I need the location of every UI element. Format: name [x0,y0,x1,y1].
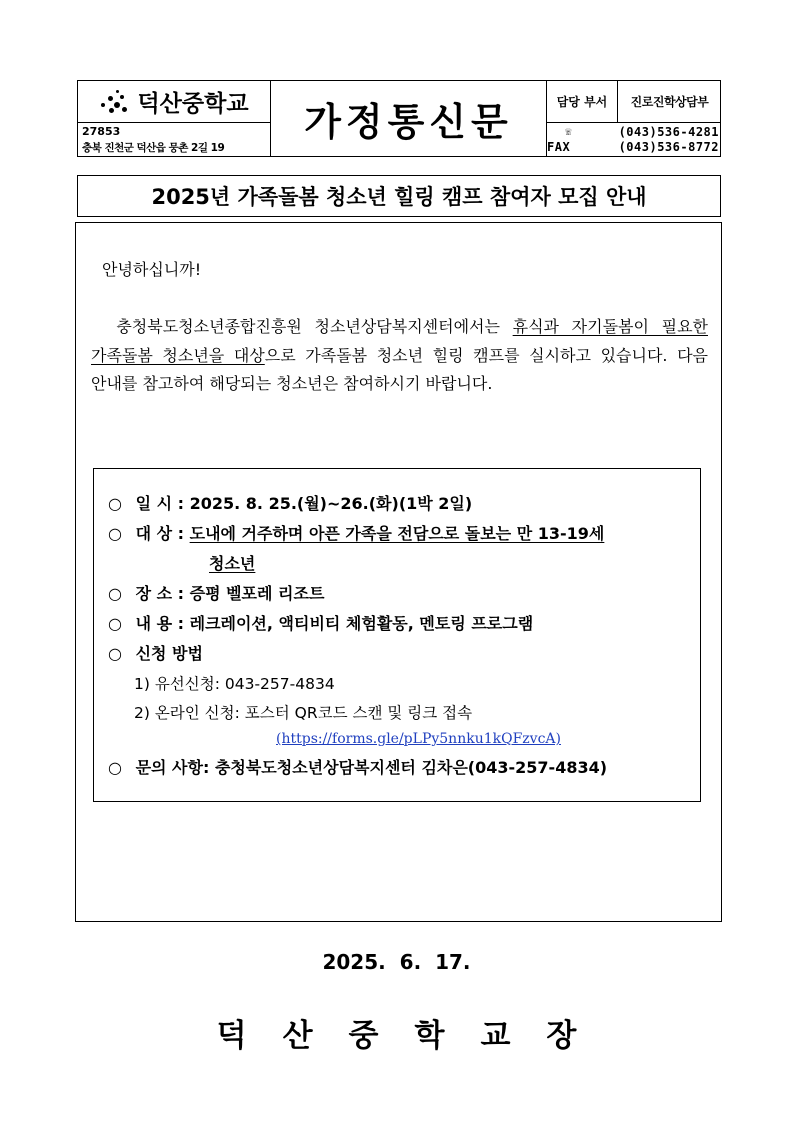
letter-header [77,80,721,157]
target-value-cont: 청소년 [209,554,256,573]
content-value: 레크레이션, 액티비티 체험활동, 멘토링 프로그램 [189,614,534,633]
document-title: 가정통신문 [304,100,513,144]
date-value: 2025. 8. 25.(월)~26.(화)(1박 2일) [189,494,473,513]
notice-subject: 2025년 가족돌봄 청소년 힐링 캠프 참여자 모집 안내 [77,175,721,217]
department-row [547,81,721,123]
school-logo-icon [99,89,133,115]
info-place-line [108,581,324,604]
intro-paragraph [91,313,708,399]
signer-title: 덕산중학교장 [216,1018,613,1054]
issue-date: 2025. 6. 17. [322,950,471,974]
target-label: 대 상 : [135,524,185,543]
info-target-line-2 [209,551,255,574]
target-value: 도내에 거주하며 아픈 가족을 전담으로 돌보는 만 13-19세 [189,524,605,543]
school-info-cell [78,81,271,156]
circle-bullet-icon: ○ [108,758,122,777]
fax-number: (043)536-8772 [618,140,719,154]
place-value: 증평 벨포레 리조트 [189,584,325,603]
circle-bullet-icon: ○ [108,584,122,603]
school-name-row [78,81,270,123]
apply-form-link[interactable]: (https://forms.gle/pLPy5nnku1kQFzvcA) [276,731,561,747]
telephone-number: (043)536-4281 [618,125,719,139]
apply-item-online: 2) 온라인 신청: 포스터 QR코드 스캔 및 링크 접속 [134,704,473,722]
content-label: 내 용 : [135,614,185,633]
info-date-line [108,491,472,514]
info-inquiry-line [108,755,607,778]
event-info-box [93,468,701,802]
apply-item-phone: 1) 유선신청: 043-257-4834 [134,675,335,693]
greeting: 안녕하십니까! [102,260,202,279]
school-address: 충북 진천군 덕산읍 뭉촌 2길 19 [82,142,225,154]
department-value: 진로진학상담부 [630,95,709,109]
phone-icon: ☏ [565,125,573,138]
intro-text-part2: 으로 가족돌봄 청소년 힐링 캠프를 실시하고 있습니다. 다음 안내를 참고하여 해당되는 청소년은 참여하시기 바랍니다. [91,345,708,393]
apply-label: 신청 방법 [135,644,203,663]
contact-info-cell [546,81,721,156]
intro-text-underlined: 휴식과 자기돌봄이 필요한 가족돌봄 청소년을 대상 [91,317,708,365]
telephone-row [547,125,719,139]
circle-bullet-icon: ○ [108,614,122,633]
fax-label: FAX [547,140,571,154]
intro-text-part1: 충청북도청소년종합진흥원 청소년상담복지센터에서는 [116,317,513,336]
fax-row [547,140,719,154]
school-zip: 27853 [82,125,121,138]
info-apply-line [108,641,203,664]
date-label: 일 시 : [135,494,185,513]
info-target-line [108,521,604,544]
department-label: 담당 부서 [547,81,618,122]
circle-bullet-icon: ○ [108,524,122,543]
circle-bullet-icon: ○ [108,494,122,513]
inquiry-value: 문의 사항: 충청북도청소년상담복지센터 김차은(043-257-4834) [135,758,608,777]
info-content-line [108,611,533,634]
place-label: 장 소 : [135,584,185,603]
circle-bullet-icon: ○ [108,644,122,663]
school-name: 덕산중학교 [137,91,249,117]
notice-body [75,222,722,922]
